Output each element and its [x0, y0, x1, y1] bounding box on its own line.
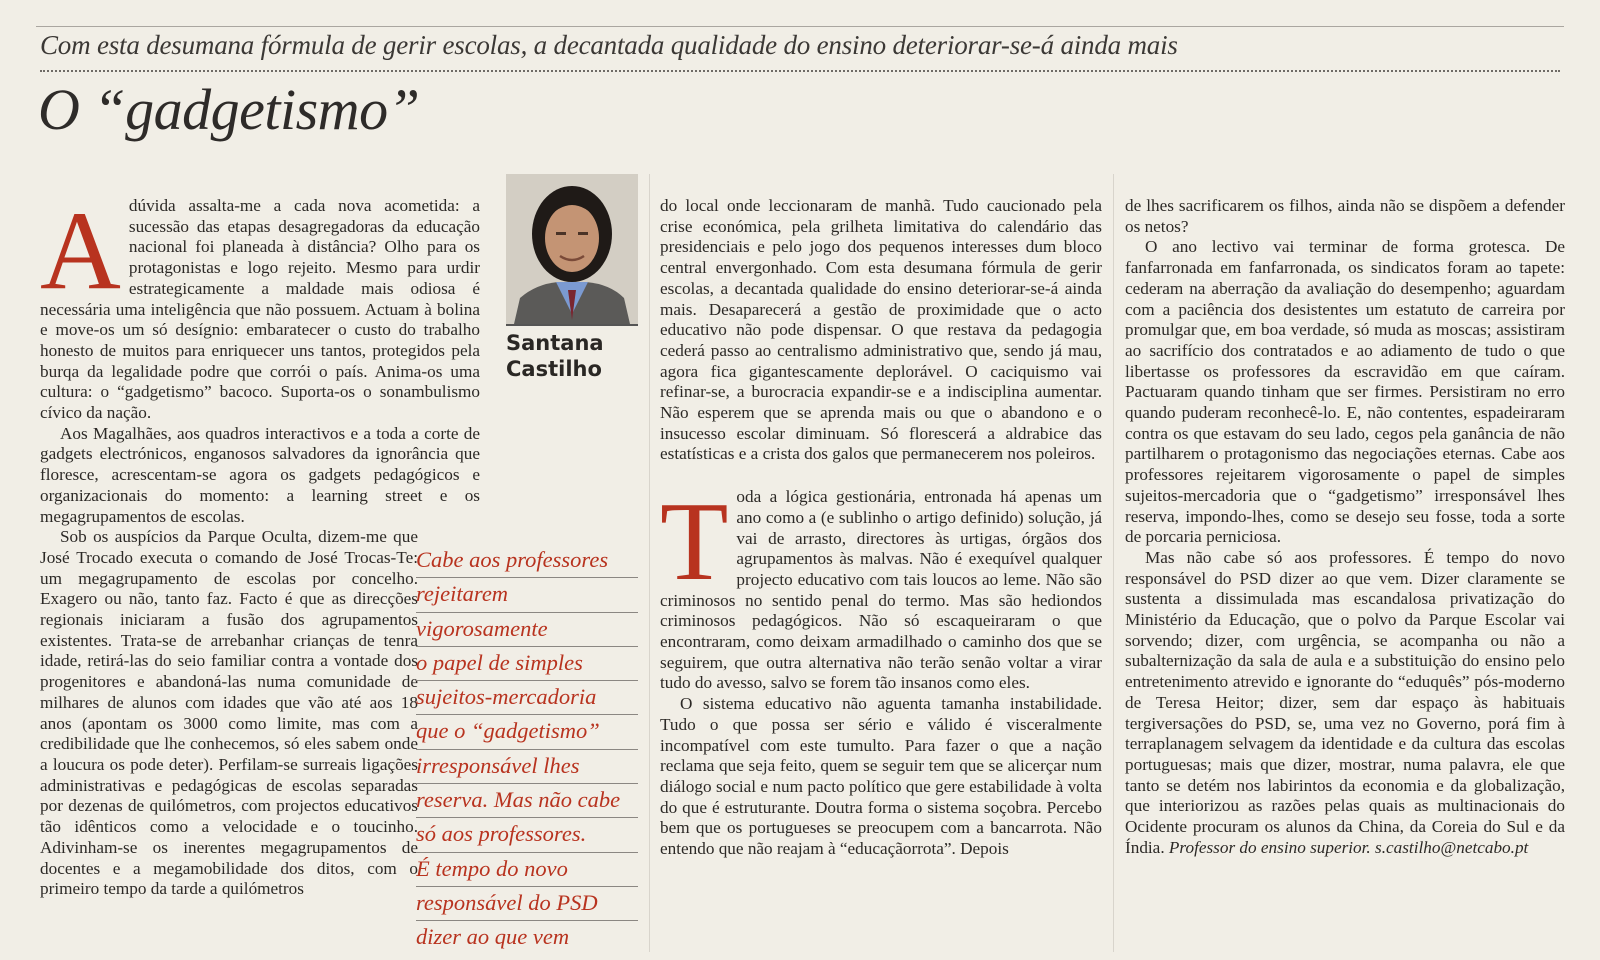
- paragraph-text: Mas não cabe só aos professores. É tempo do novo responsável do PSD dizer ao que vem. Dizer claramente se sustenta a dissimulada mas escandalosa privatização do Ministério da Educação, que o polvo da Parque Escolar vai sorvendo; dizer, com urgência, se acompanha ou não a subalternização da sala de aula e a substituição do ensino pelo entretenimento atrevido e ignorante do “eduquês” pós-moderno de Teresa Heitor; dizer, sem dar espaço às habituais tergiversações do PSD, se, uma vez no Governo, porá fim à terraplanagem selvagem da identidade e da cultura das escolas portuguesas; mais que dizer, mostrar, numa palavra, ele que tanto se detém nos labirintos da economia e da globalização, que interiorizou as razões pelas quais as multinacionais do Ocidente procuram os alunos da China, da Coreia do Sul e da Índia.: [1125, 547, 1565, 857]
- paragraph: O sistema educativo não aguenta tamanha instabilidade. Tudo o que possa ser sério e válido é visceralmente incompatível com este tumulto. Para fazer o que a nação reclama que seja feito, quem se seguir tem que se alicerçar num diálogo social e num pacto político que gere estabilidade à volta do que é estruturante. Doutra forma o sistema soçobra. Percebo bem que os portugueses se preocupem com a bancarrota. Não entendo que não reajam à “educaçãorrota”. Depois: [660, 694, 1102, 859]
- paragraph-text: oda a lógica gestionária, entronada há apenas um ano como a (e sublinho o artigo definido) solução, já vai de arrasto, directores às urtigas, órgãos dos agrupamentos às malvas. Não é exequível qualquer projecto educativo com tais loucos ao leme. Não são criminosos no sentido penal do termo. Mas são hediondos criminosos pedagógicos. Não só escaqueiraram o que encontraram, como deixam armadilhado o caminho dos que se seguirem, que outra alternativa não terão senão voltar a virar tudo do avesso, salvo se forem tão insanos como eles.: [660, 487, 1102, 693]
- paragraph: [660, 480, 1102, 694]
- portrait-image: [506, 174, 638, 324]
- paragraph: [40, 189, 480, 424]
- pull-quote-line: o papel de simples: [416, 647, 638, 681]
- pull-quote-line: só aos professores.: [416, 818, 638, 852]
- column-gutter: [649, 174, 650, 952]
- article-headline: O “gadgetismo”: [38, 77, 420, 142]
- article-dek: Com esta desumana fórmula de gerir escolas, a decantada qualidade do ensino deteriorar-se-á ainda mais: [40, 30, 1178, 60]
- paragraph: Aos Magalhães, aos quadros interactivos e a toda a corte de gadgets electrónicos, enganosos salvadores da ignorância que floresce, acrescentam-se agora os gadgets pedagógicos e organizacionais do momento: a learning street e os megagrupamentos de escolas.: [40, 423, 480, 526]
- paragraph-text: dúvida assalta-me a cada nova acometida: a sucessão das etapas desagregadoras da educação nacional foi planeada à distância? Olho para os protagonistas e logo rejeito. Mesmo para urdir estrategicamente a maldade mais odiosa é necessária uma inteligência que não possuem. Actuam à bolina e move-os um só desígnio: embaratecer o custo do trabalho honesto de muitos para enriquecer uns tantos, protegidos pela burqa da legalidade podre que corrói o país. Anima-os uma cultura: o “gadgetismo” bacoco. Suporta-os o sonambulismo cívico da nação.: [40, 196, 480, 423]
- author-first-name: Santana: [506, 331, 604, 355]
- dotted-divider: [40, 70, 1560, 72]
- drop-cap: A: [40, 189, 121, 313]
- paragraph: do local onde leccionaram de manhã. Tudo caucionado pela crise económica, pela grilheta limitativa do calendário das presidenciais e pelo jogo dos pequenos interesses dum bloco central envergonhado. Com esta desumana fórmula de gerir escolas, a decantada qualidade do ensino deteriorar-se-á ainda mais. Desaparecerá a gestão de proximidade que o acto educativo não pode dispensar. O que restava da pedagogia cederá passo ao centralismo administrativo que, sendo já mau, agora fica gigantescamente deplorável. O caciquismo vai refinar-se, a burocracia expandir-se e a indisciplina aumentar. Não esperem que se aprenda mais ou que o abandono e o insucesso escolar diminuam. Só florescerá a aldrabice das estatísticas e a crista dos galos que permanecerem nos poleiros.: [660, 196, 1102, 464]
- pull-quote-line: vigorosamente: [416, 613, 638, 647]
- paragraph: de lhes sacrificarem os filhos, ainda não se dispõem a defender os netos?: [1125, 196, 1565, 236]
- drop-cap: T: [660, 480, 729, 605]
- top-rule: [36, 26, 1564, 27]
- pull-quote-line: responsável do PSD: [416, 887, 638, 921]
- pull-quote-line: reserva. Mas não cabe: [416, 784, 638, 818]
- pull-quote-line: É tempo do novo: [416, 853, 638, 887]
- pull-quote-line: rejeitarem: [416, 578, 638, 612]
- pull-quote-line: que o “gadgetismo”: [416, 715, 638, 749]
- author-signature: Professor do ensino superior. s.castilho@netcabo.pt: [1164, 837, 1529, 857]
- paragraph: O ano lectivo vai terminar de forma grotesca. De fanfarronada em fanfarronada, os sindicatos foram ao tapete: cederam na aberração da avaliação do desempenho; aguardam com a paciência dos desistentes um estatuto de carreira por promulgar que, em boa verdade, só muda as moscas; assistiram ao sacrifício dos contratados e ao adiamento de tudo o que libertasse os professores da escravidão em que caíram. Pactuaram quando tinham que ser firmes. Persistiram no erro quando puderam reconhecê-lo. E, não contentes, espadeiraram contra os que estavam do seu lado, cegos pela ganância de não partilharem o protagonismo das negociações eternas. Cabe aos professores rejeitarem vigorosamente o papel de simples sujeitos-mercadoria que o “gadgetismo” irresponsável lhes reserva, impondo-lhes, como se desejo seu fosse, toda a sorte de porcaria perniciosa.: [1125, 237, 1565, 547]
- article-column-1: [40, 189, 480, 900]
- author-last-name: Castilho: [506, 357, 602, 381]
- pull-quote: [416, 544, 638, 955]
- paragraph: Sob os auspícios da Parque Oculta, dizem-me que José Trocado executa o comando de José Trocas-Te: um megagrupamento de escolas por concelho. Exagero ou não, tanto faz. Facto é que as direcções regionais iniciaram a fusão dos agrupamentos existentes. Trata-se de arrebanhar crianças de tenra idade, retirá-las do seio familiar contra a vontade dos progenitores e abandoná-las numa comunidade de milhares de alunos com idades que vão até aos 18 anos (apontam os 3000 como limite, mas com a credibilidade que lhe conhecemos, só eles sabem onde a loucura os pode deter). Perfilam-se surreais ligações administrativas e pedagógicas de escolas separadas por dezenas de quilómetros, com projectos educativos tão idênticos como a velocidade e o toucinho. Adivinham-se os inerentes megagrupamentos de docentes e a megamobilidade dos ditos, com o primeiro tempo da tarde a quilómetros: [40, 527, 418, 899]
- author-photo: [506, 174, 638, 326]
- pull-quote-line: sujeitos-mercadoria: [416, 681, 638, 715]
- article-column-3: [1125, 196, 1565, 859]
- pull-quote-line: Cabe aos professores: [416, 544, 638, 578]
- paragraph: [1125, 548, 1565, 859]
- author-byline: [506, 330, 646, 382]
- pull-quote-line: dizer ao que vem: [416, 924, 570, 950]
- pull-quote-line: irresponsável lhes: [416, 750, 638, 784]
- article-column-2: [660, 196, 1102, 860]
- column-gutter: [1113, 174, 1114, 952]
